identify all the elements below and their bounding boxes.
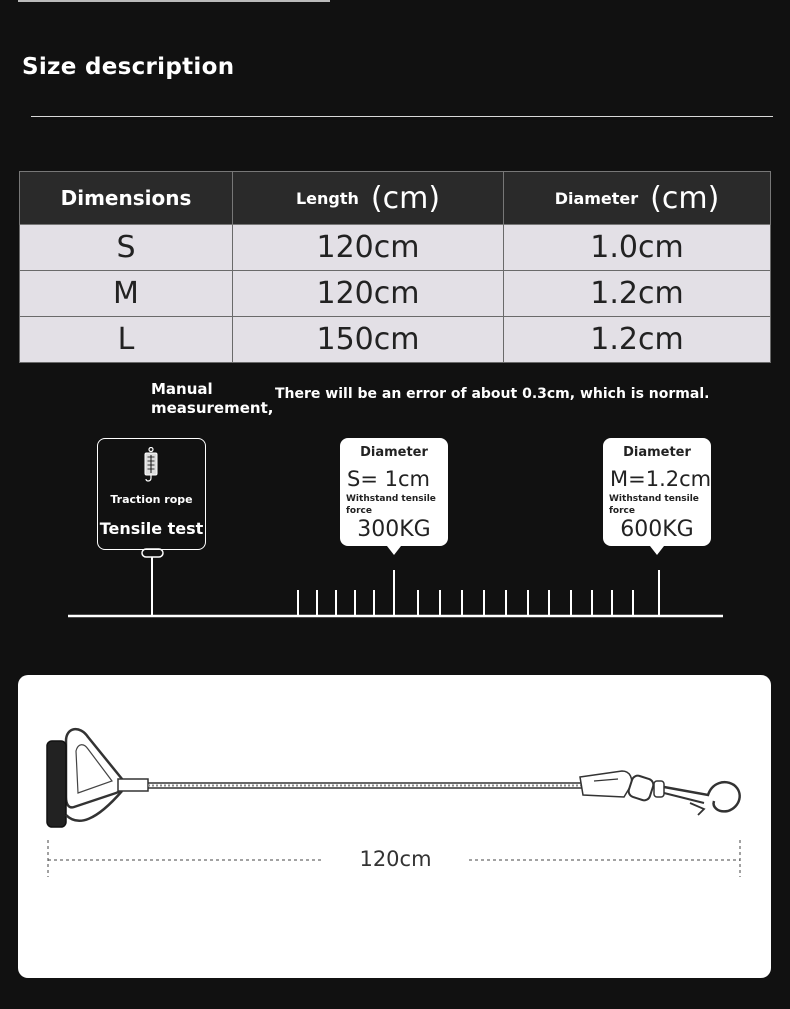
row-length: 120cm bbox=[233, 225, 504, 271]
row-diameter: 1.2cm bbox=[504, 317, 771, 363]
spec-heading: Diameter bbox=[360, 445, 428, 460]
row-length: 120cm bbox=[233, 271, 504, 317]
row-size: L bbox=[20, 317, 233, 363]
tensile-test-title: Tensile test bbox=[99, 519, 204, 538]
spec-size: S= 1cm bbox=[347, 467, 430, 491]
header-diameter-label: Diameter bbox=[554, 188, 639, 208]
header-length-unit: (cm) bbox=[370, 180, 441, 216]
leash-cord bbox=[148, 783, 583, 788]
traction-rope-label: Traction rope bbox=[110, 493, 193, 506]
row-size: M bbox=[20, 271, 233, 317]
product-panel bbox=[18, 675, 771, 978]
leash-length-label: 120cm bbox=[359, 847, 432, 871]
manual-note: Manual measurement, bbox=[151, 380, 274, 417]
spec-heading: Diameter bbox=[623, 445, 691, 460]
row-diameter: 1.0cm bbox=[504, 225, 771, 271]
header-length-label: Length bbox=[295, 188, 359, 208]
spec-withstand: Withstand tensile force bbox=[609, 494, 699, 516]
row-diameter: 1.2cm bbox=[504, 271, 771, 317]
spec-size: M=1.2cm bbox=[610, 467, 712, 491]
snap-hook-icon bbox=[580, 771, 740, 815]
spec-withstand: Withstand tensile force bbox=[346, 494, 436, 516]
leash-illustration bbox=[18, 675, 771, 978]
ruler-ticks bbox=[298, 570, 659, 615]
spec-force: 600KG bbox=[620, 517, 694, 542]
header-dimensions: Dimensions bbox=[20, 172, 233, 225]
row-size: S bbox=[20, 225, 233, 271]
spec-force: 300KG bbox=[357, 517, 431, 542]
section-title: Size description bbox=[22, 54, 235, 80]
handle-icon bbox=[47, 729, 148, 827]
row-length: 150cm bbox=[233, 317, 504, 363]
header-diameter-unit: (cm) bbox=[650, 180, 720, 216]
error-note: There will be an error of about 0.3cm, which is normal. bbox=[275, 386, 710, 402]
scale-hook-icon bbox=[142, 549, 163, 615]
